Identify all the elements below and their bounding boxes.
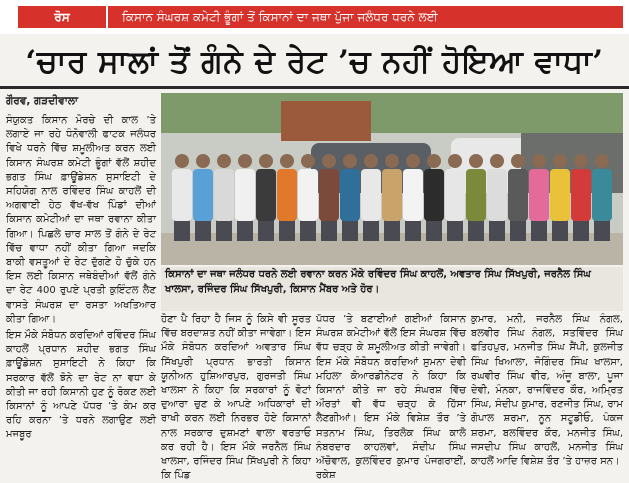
body-paragraph: ਪੱਧਰ ’ਤੇ ਬਣਾਈਆਂ ਗਈਆਂ ਕਿਸਾਨ ਸੰਘਰਸ਼ ਕਮੇਟੀਆਂ ਵੱਲੋਂ ਇਸ ਸੰਘਰਸ਼ ਵਿੱਚ ਵੱਧ ਚੜ੍ਹ ਕੇ ਸ਼ਮੂਲੀਅਤ ਕੀਤੀ ਜਾਵੇਗੀ। ਇਸ ਮੌਕੇ ਸੰਬੋਧਨ ਕਰਦਿਆਂ ਸੁਮਨਾ ਦੇਵੀ ਮਹਿਲਾ ਕੋਆਰਡੀਨੇਟਰ ਨੇ ਕਿਹਾ ਕਿ ਕਿਸਾਨਾਂ ਕੀਤੇ ਜਾ ਰਹੇ ਸੰਘਰਸ਼ ਵਿੱਚ ਔਰਤਾਂ ਵੀ ਵੱਧ ਚੜ੍ਹ ਕੇ ਹਿੱਸਾ ਲੈਣਗੀਆਂ। ਇਸ ਮੌਕੇ ਵਿਸ਼ੇਸ਼ ਤੌਰ ’ਤੇ ਸਤਨਾਮ ਸਿੰਘ, ਤਿਰਲੋਕ ਸਿੰਘ ਕਾਲੋ ਨੰਬਰਦਾਰ ਕਾਹਲਵਾਂ, ਸੰਦੀਪ ਸਿੰਘ ਅੱਚੋਵਾਲ, ਕੁਲਵਿੰਦਰ ਕੁਮਾਰ ਪੰਜਗਰਾਈਂ, ਰਕੇਸ਼ bbox=[316, 314, 466, 482]
body-column bbox=[471, 313, 623, 468]
photo-caption: ਕਿਸਾਨਾਂ ਦਾ ਜਥਾ ਜਲੰਧਰ ਧਰਨੇ ਲਈ ਰਵਾਨਾ ਕਰਨ ਮੌਕੇ ਰਵਿੰਦਰ ਸਿੰਘ ਕਾਹਲੋਂ, ਅਵਤਾਰ ਸਿੰਘ ਸਿੱਖਪੁਰੀ, ਜਰਨੈਲ ਸਿੰਘ ਖਾਲਸਾ, ਰਜਿੰਦਰ ਸਿੰਘ ਸਿੱਖਪੁਰੀ, ਕਿਸਾਨ ਮੈਂਬਰ ਅਤੇ ਹੋਰ। bbox=[161, 267, 623, 311]
header-strip bbox=[0, 0, 629, 34]
lead-column bbox=[6, 114, 156, 468]
headline-rule bbox=[0, 86, 629, 89]
section-tag: ਰੋਸ bbox=[18, 6, 106, 28]
body-paragraph: ਕੁਮਾਰ, ਮਨੀ, ਜਰਨੈਲ ਸਿੰਘ ਨੰਗਲ, ਬਲਵੀਰ ਸਿੰਘ ਨੰਗਲ, ਸਤਵਿੰਦਰ ਸਿੰਘ ਫਤਿਹਪੁਰ, ਮਨਜੀਤ ਸਿੰਘ ਸੈਂਪੀ, ਕੁਲਜੀਤ ਸਿੰਘ ਖਿਆਲਾ, ਜੋਗਿੰਦਰ ਸਿੰਘ ਖਾਲਸਾ, ਰਘਵੀਰ ਸਿੰਘ ਵੀਰ, ਅੰਜੂ ਬਾਲਾ, ਪੂਜਾ ਦੇਵੀ, ਮੰਨਕਾ, ਰਾਜਵਿੰਦਰ ਕੌਰ, ਅਮ੍ਰਿਤ ਸਿੰਘ, ਸੰਦੀਪ ਕੁਮਾਰ, ਰਣਜੀਤ ਸਿੰਘ, ਰਾਮ ਗੋਪਾਲ ਸ਼ਰਮਾ, ਨੂਨ ਸਟੂਡੀਓ, ਪੰਕਜ ਸ਼ਰਮਾ, ਬਲਵਿੰਦਰ ਕੌਰ, ਮਨਜੀਤ ਸਿੰਘ, ਜਸਦੀਪ ਸਿੰਘ ਕਾਹਲੋਂ, ਮਨਜੀਤ ਸਿੰਘ ਕਾਹਲੋਂ ਆਦਿ ਵਿਸ਼ੇਸ਼ ਤੌਰ ’ਤੇ ਹਾਜ਼ਰ ਸਨ। bbox=[471, 314, 623, 468]
byline: ਗੌਰਵ, ਗੜਦੀਵਾਲਾ bbox=[6, 95, 78, 107]
group-photo-illustration bbox=[161, 93, 623, 265]
kicker-bar: ਕਿਸਾਨ ਸੰਘਰਸ਼ ਕਮੇਟੀ ਭੂੰਗਾਂ ਤੋਂ ਕਿਸਾਨਾਂ ਦਾ ਜਥਾ ਪੁੱਜਾ ਜਲੰਧਰ ਧਰਨੇ ਲਈ bbox=[108, 6, 623, 28]
body-column bbox=[161, 313, 311, 482]
news-photo bbox=[161, 93, 623, 265]
lead-paragraph: ਸੰਯੁਕਤ ਕਿਸਾਨ ਮੋਰਚੇ ਦੀ ਕਾਲ ’ਤੇ ਲਗਾਏ ਜਾ ਰਹੇ ਧੰਨੋਵਾਲੀ ਫਾਟਕ ਜਲੰਧਰ ਵਿਖੇ ਧਰਨੇ ਵਿੱਚ ਸ਼ਮੂਲੀਅਤ ਕਰਨ ਲਈ ਕਿਸਾਨ ਸੰਘਰਸ਼ ਕਮੇਟੀ ਭੂੰਗਾਂ ਵੱਲੋਂ ਸ਼ਹੀਦ ਭਗਤ ਸਿੰਘ ਫ਼ਾਊਂਡੇਸ਼ਨ ਸੁਸਾਇਟੀ ਦੇ ਸਹਿਯੋਗ ਨਾਲ ਰਵਿੰਦਰ ਸਿੰਘ ਕਾਹਲੋਂ ਦੀ ਅਗਵਾਈ ਹੇਠ ਵੱਖ-ਵੱਖ ਪਿੰਡਾਂ ਦੀਆਂ ਕਿਸਾਨ ਕਮੇਟੀਆਂ ਦਾ ਜਥਾ ਰਵਾਨਾ ਕੀਤਾ ਗਿਆ। ਪਿਛਲੇ ਚਾਰ ਸਾਲ ਤੋਂ ਗੰਨੇ ਦੇ ਰੇਟ ਵਿੱਚ ਵਾਧਾ ਨਹੀਂ ਕੀਤਾ ਗਿਆ ਜਦਕਿ ਬਾਕੀ ਵਸਤੂਆਂ ਦੇ ਰੇਟ ਦੁੱਗਣੇ ਹੋ ਚੁੱਕੇ ਹਨ ਇਸ ਲਈ ਕਿਸਾਨ ਜਥੇਬੰਦੀਆਂ ਵੱਲੋਂ ਗੰਨੇ ਦਾ ਰੇਟ 400 ਰੁਪਏ ਪ੍ਰਤੀ ਕੁਇੰਟਲ ਲੈਣ ਵਾਸਤੇ ਸੰਘਰਸ਼ ਦਾ ਰਸਤਾ ਅਖਤਿਆਰ ਕੀਤਾ ਗਿਆ। bbox=[6, 115, 156, 325]
body-column bbox=[316, 313, 466, 482]
body-paragraph: ਹੋਣਾ ਪੈ ਰਿਹਾ ਹੈ ਜਿਸ ਨੂੰ ਕਿਸੇ ਵੀ ਸੂਰਤ ਵਿੱਚ ਬਰਦਾਸ਼ਤ ਨਹੀਂ ਕੀਤਾ ਜਾਵੇਗਾ। ਇਸ ਮੌਕੇ ਸੰਬੋਧਨ ਕਰਦਿਆਂ ਅਵਤਾਰ ਸਿੰਘ ਸਿੱਖਪੁਰੀ ਪ੍ਰਧਾਨ ਭਾਰਤੀ ਕਿਸਾਨ ਯੂਨੀਅਨ ਹੁਸ਼ਿਆਰਪੁਰ, ਗੁਰਜਤੀ ਸਿੰਘ ਖਾਲਸਾ ਨੇ ਕਿਹਾ ਕਿ ਸਰਕਾਰਾਂ ਨੂੰ ਵੋਟਾਂ ਦੁਆਰਾ ਚੁਣ ਕੇ ਆਪਣੇ ਅਧਿਕਾਰਾਂ ਦੀ ਰਾਖੀ ਕਰਨ ਲਈ ਨਿਰਭਰ ਹੋਏ ਕਿਸਾਨਾਂ ਨਾਲ ਸਰਕਾਰ ਦੁਸ਼ਮਣਾਂ ਵਾਲਾ ਵਰਤਾਓ ਕਰ ਰਹੀ ਹੈ। ਇਸ ਮੌਕੇ ਜਰਨੈਲ ਸਿੰਘ ਖਾਲਸਾ, ਰਜਿੰਦਰ ਸਿੰਘ ਸਿੱਖਪੁਰੀ ਨੇ ਕਿਹਾ ਕਿ ਪਿੰਡ bbox=[161, 314, 311, 482]
headline: ‘ਚਾਰ ਸਾਲਾਂ ਤੋਂ ਗੰਨੇ ਦੇ ਰੇਟ ’ਚ ਨਹੀਂ ਹੋਇਆ ਵਾਧਾ’ bbox=[25, 44, 604, 80]
lead-paragraph: ਇਸ ਮੌਕੇ ਸੰਬੋਧਨ ਕਰਦਿਆਂ ਰਵਿੰਦਰ ਸਿੰਘ ਕਾਹਲੋਂ ਪ੍ਰਧਾਨ ਸ਼ਹੀਦ ਭਗਤ ਸਿੰਘ ਫ਼ਾਊਂਡੇਸ਼ਨ ਸੁਸਾਇਟੀ ਨੇ ਕਿਹਾ ਕਿ ਸਰਕਾਰ ਵੱਲੋਂ ਝੋਨੇ ਦਾ ਰੇਟ ਨਾ ਵਧਾ ਕੇ ਕੀਤੀ ਜਾ ਰਹੀ ਕਿਸਾਨੀ ਹੁਣ ਨੂੰ ਰੋਕਣ ਲਈ ਕਿਸਾਨਾਂ ਨੂੰ ਆਪਣੇ ਪੱਧਰ ’ਤੇ ਕੰਮ ਕਰ ਰਹਿ ਕਰਨਾ ’ਤੇ ਧਰਨੇ ਲਗਾਉਣ ਲਈ ਮਜਬੂਰ bbox=[6, 330, 156, 441]
